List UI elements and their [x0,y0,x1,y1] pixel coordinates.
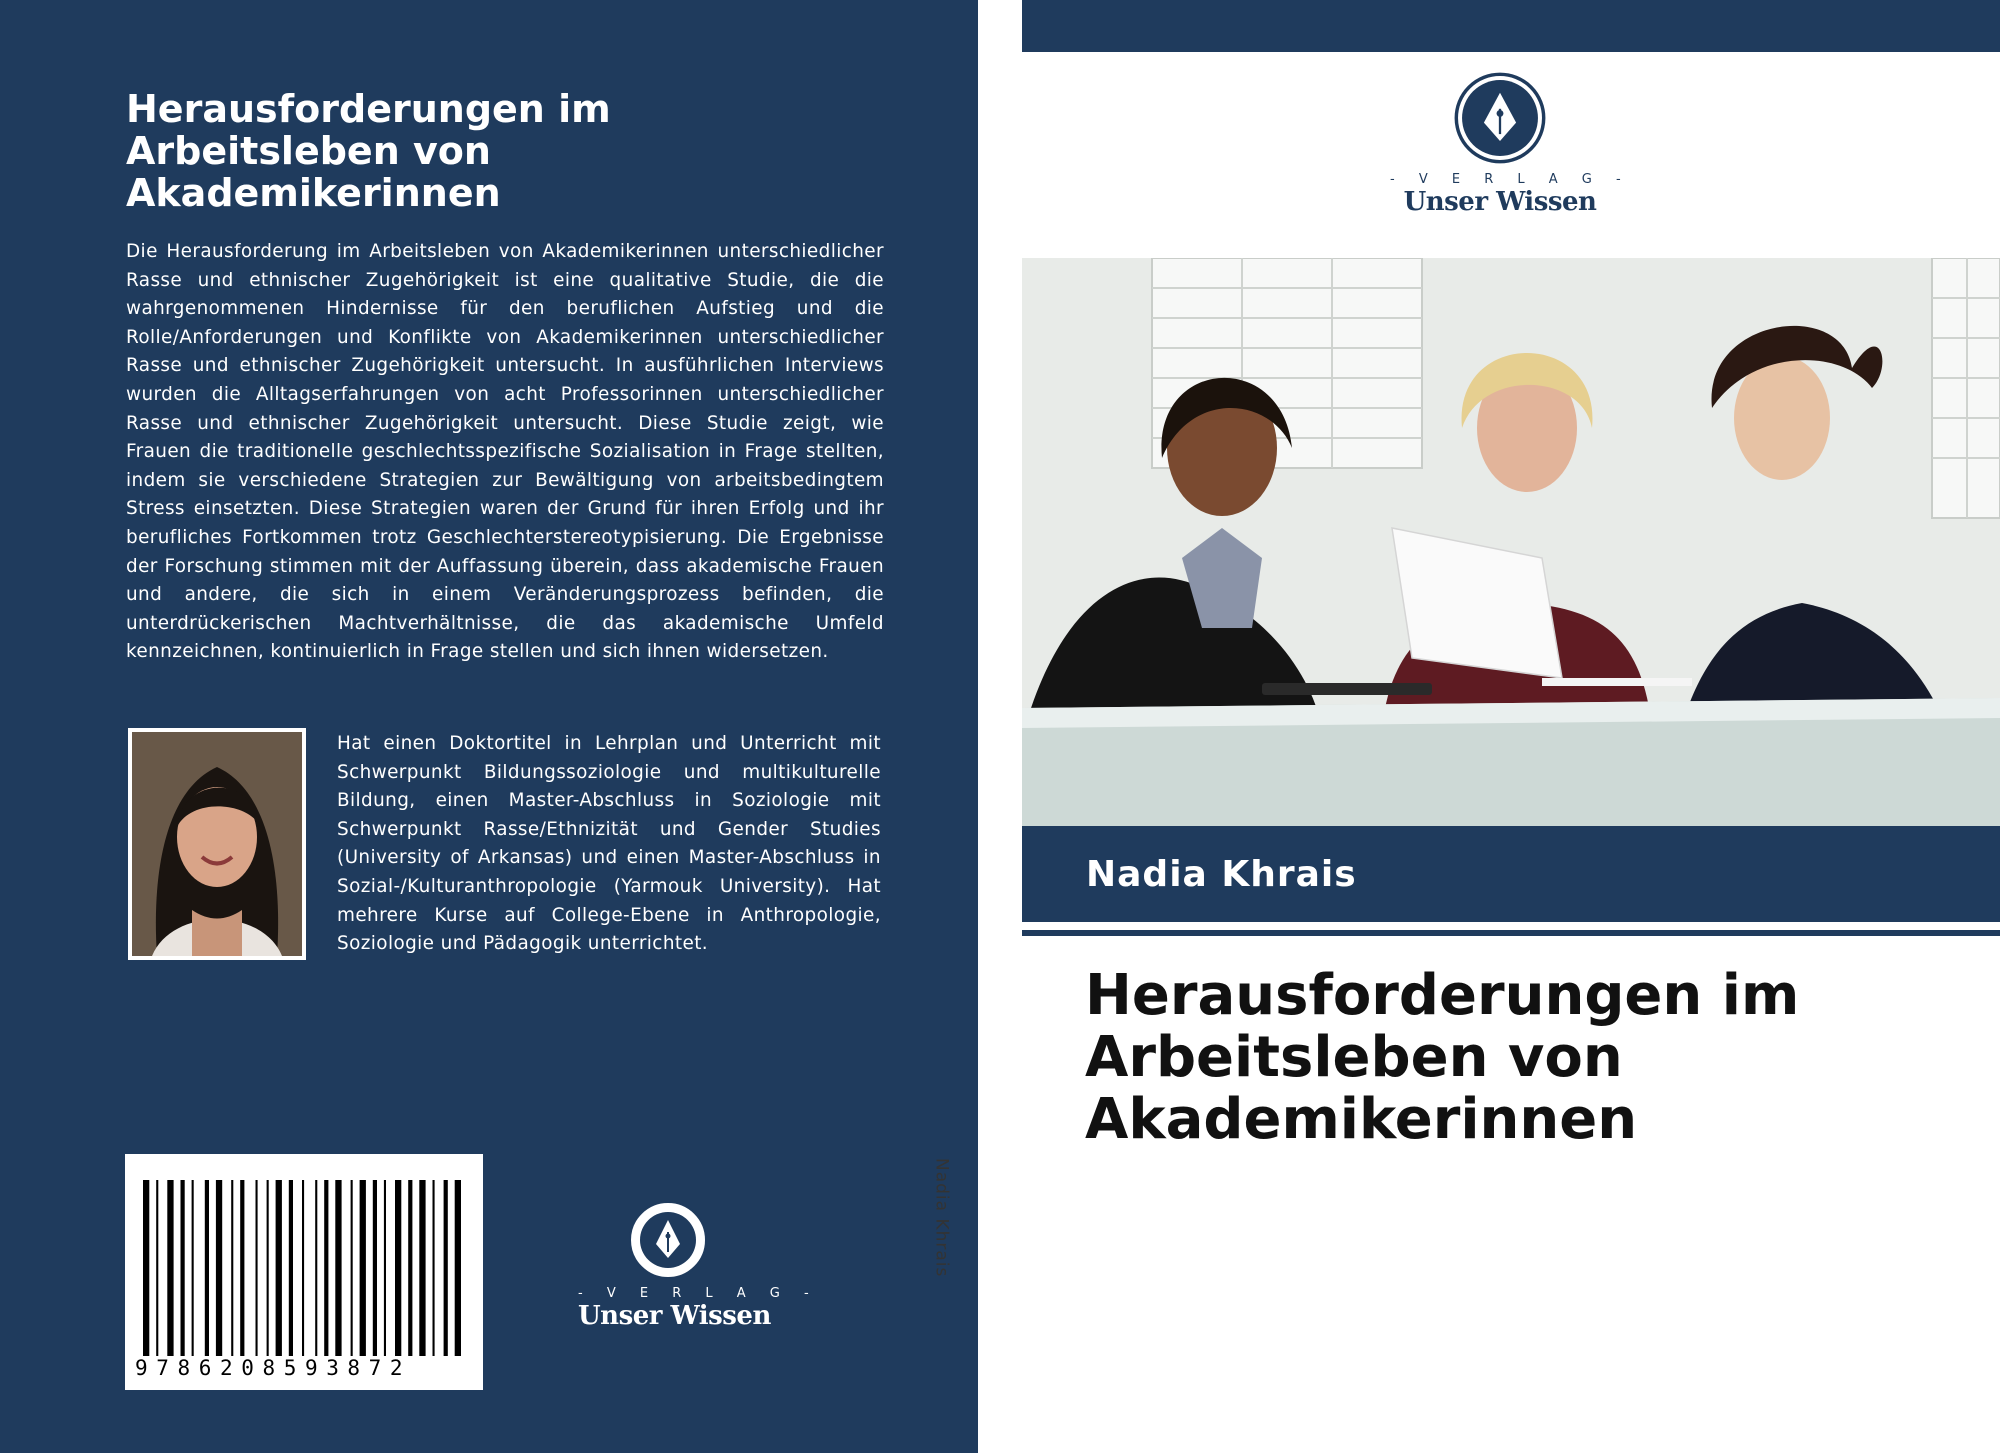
barcode-bar [395,1180,401,1356]
barcode-bar [276,1180,282,1356]
barcode-bar [373,1180,377,1356]
barcode-bar [181,1180,185,1356]
barcode-bar [433,1180,435,1356]
barcode-bar [256,1180,258,1356]
barcode-bar [419,1180,425,1356]
back-logo-name: Unser Wissen [578,1301,771,1331]
barcode-bar [351,1180,353,1356]
barcode-bar [302,1180,304,1356]
barcode-bar [167,1180,173,1356]
front-cover-title: Herausforderungen im Arbeitsleben von Akademikerinnen [1085,963,1800,1152]
fountain-pen-nib-icon [1454,72,1546,164]
back-cover-blurb: Die Herausforderung im Arbeitsleben von Akademikerinnen unterschiedlicher Rasse und ethnischer Zugehörigkeit ist eine qualitative Studie, die die wahrgenommenen Hindernisse für den beruflichen Aufstieg und die Rolle/Anforderungen und Konflikte von Akademikerinnen unterschiedlicher Rasse und ethnischer Zugehörigkeit untersucht. In ausführlichen Interviews wurden die Alltagserfahrungen von acht Professorinnen unterschiedlicher Rasse und ethnischer Zugehörigkeit untersucht. Diese Studie zeigt, wie Frauen die traditionelle geschlechtsspezifische Sozialisation in Frage stellten, indem sie verschiedene Strategien zur Bewältigung von arbeitsbedingtem Stress einsetzten. Diese Strategien waren der Grund für ihren Erfolg und ihr berufliches Fortkommen trotz Geschlechterstereotypisierung. Die Ergebnisse der Forschung stimmen mit der Auffassung überein, dass akademische Frauen und andere, die sich in einem Veränderungsprozess befinden, die unterdrückerischen Machtverhältnisse, die das akademische Umfeld kennzeichnen, kontinuierlich in Frage stellen und sich ihnen widersetzen. [126,241,884,663]
back-cover-title: Herausforderungen im Arbeitsleben von Akademikerinnen [126,87,611,215]
author-bio: Hat einen Doktortitel in Lehrplan und Unterricht mit Schwerpunkt Bildungssoziologie und multikulturelle Bildung, einen Master-Abschluss in Soziologie mit Schwerpunkt Rasse/Ethnizität und Gender Studies (University of Arkansas) und einen Master-Abschluss in Sozial-/Kulturanthropologie (Yarmouk University). Hat mehrere Kurse auf College-Ebene in Anthropologie, Soziologie und Pädagogik unterrichtet. [337,733,881,955]
barcode-bar [289,1180,293,1356]
barcode-bar [267,1180,269,1356]
barcode-bar [335,1180,341,1356]
author-photo [128,728,306,960]
barcode-bar [240,1180,244,1356]
back-logo-verlag: - V E R L A G - [578,1286,819,1301]
barcode-bar [408,1180,412,1356]
barcode-bars [143,1180,465,1356]
barcode-bar [444,1180,448,1356]
cover-photo [1022,258,2000,826]
barcode-bar [231,1180,233,1356]
barcode-bar [315,1180,317,1356]
barcode-bar [324,1180,328,1356]
spine-author: Nadia Khrais [931,1158,952,1278]
back-publisher-logo [578,1200,819,1331]
front-logo-verlag: - V E R L A G - [1390,172,1631,187]
barcode [125,1154,483,1390]
front-publisher-logo [1390,72,1631,217]
fountain-pen-nib-icon [628,1200,708,1280]
barcode-bar [192,1180,194,1356]
front-logo-name: Unser Wissen [1403,187,1597,217]
barcode-bar [455,1180,461,1356]
barcode-bar [216,1180,222,1356]
barcode-bar [205,1180,209,1356]
divider [1022,930,2000,936]
back-cover [0,0,978,1453]
barcode-bar [156,1180,158,1356]
barcode-bar [360,1180,366,1356]
barcode-bar [384,1180,386,1356]
front-top-bar [1022,0,2000,52]
front-author-name: Nadia Khrais [1086,854,1357,895]
barcode-bar [143,1180,149,1356]
author-band [1022,826,2000,922]
barcode-digits: 9786208593872 [135,1356,412,1380]
